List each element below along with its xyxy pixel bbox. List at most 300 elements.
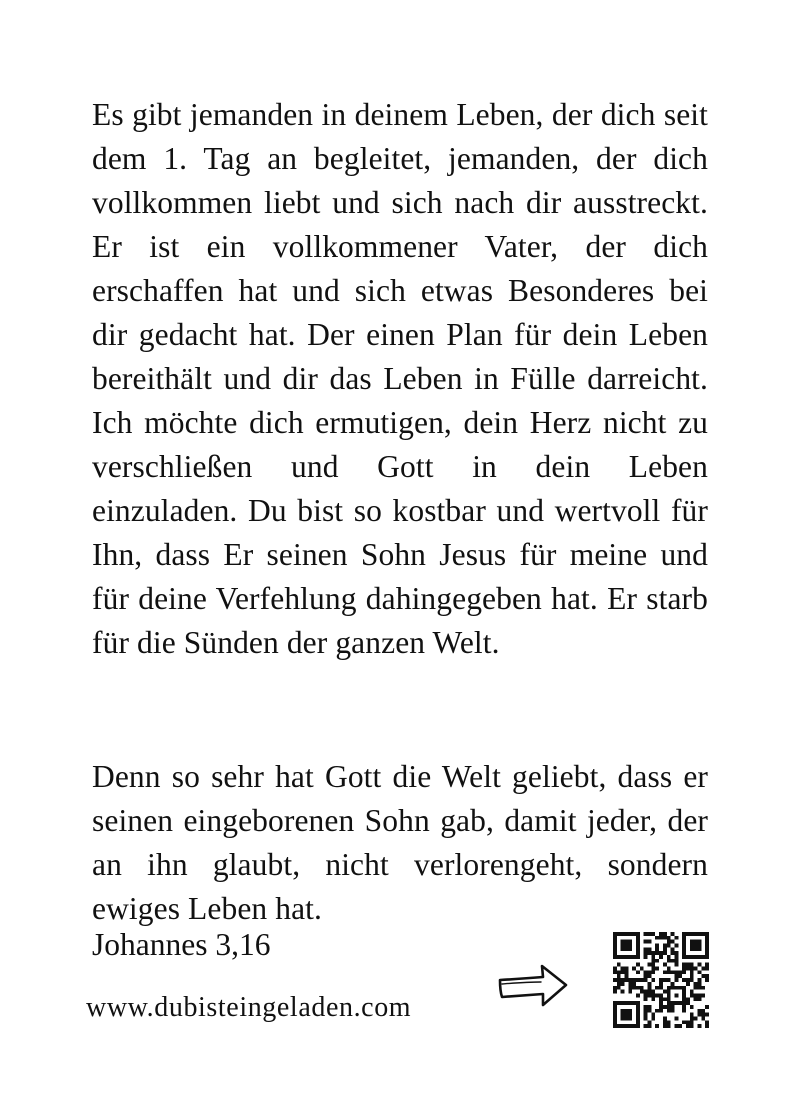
qr-module xyxy=(697,978,701,982)
qr-module xyxy=(667,986,671,990)
qr-module xyxy=(671,970,675,974)
qr-module xyxy=(613,951,617,955)
qr-module xyxy=(651,951,655,955)
qr-module xyxy=(617,982,621,986)
qr-module xyxy=(682,978,686,982)
qr-module xyxy=(621,982,625,986)
qr-module xyxy=(648,974,652,978)
qr-module xyxy=(636,986,640,990)
qr-module xyxy=(705,940,709,944)
qr-module xyxy=(663,997,667,1001)
qr-module xyxy=(651,1016,655,1020)
qr-module xyxy=(625,947,629,951)
qr-module xyxy=(621,955,625,959)
qr-module xyxy=(648,932,652,936)
qr-module xyxy=(701,1009,705,1013)
qr-module xyxy=(621,970,625,974)
qr-module xyxy=(613,978,617,982)
qr-module xyxy=(690,955,694,959)
qr-module xyxy=(640,967,644,971)
qr-module xyxy=(628,947,632,951)
qr-module xyxy=(625,1016,629,1020)
qr-module xyxy=(705,1005,709,1009)
qr-module xyxy=(667,1024,671,1028)
qr-module xyxy=(659,982,663,986)
qr-module xyxy=(701,974,705,978)
qr-module xyxy=(705,1020,709,1024)
qr-module xyxy=(663,1020,667,1024)
qr-module xyxy=(701,932,705,936)
qr-module xyxy=(682,955,686,959)
qr-module xyxy=(648,986,652,990)
qr-module xyxy=(659,1009,663,1013)
qr-module xyxy=(636,1009,640,1013)
qr-module xyxy=(674,1001,678,1005)
qr-module xyxy=(667,967,671,971)
qr-module xyxy=(682,967,686,971)
qr-module xyxy=(663,978,667,982)
qr-module xyxy=(667,944,671,948)
qr-module xyxy=(694,997,698,1001)
qr-module xyxy=(663,1005,667,1009)
qr-module xyxy=(671,1005,675,1009)
qr-module xyxy=(682,951,686,955)
qr-module xyxy=(613,1024,617,1028)
qr-module xyxy=(617,970,621,974)
qr-module xyxy=(625,955,629,959)
qr-module xyxy=(682,1005,686,1009)
qr-module xyxy=(636,1001,640,1005)
qr-module xyxy=(659,986,663,990)
qr-module xyxy=(644,990,648,994)
qr-module xyxy=(694,932,698,936)
qr-module xyxy=(705,1024,709,1028)
qr-module xyxy=(613,967,617,971)
qr-module xyxy=(690,967,694,971)
qr-module xyxy=(705,932,709,936)
qr-module xyxy=(617,955,621,959)
qr-module xyxy=(621,947,625,951)
qr-module xyxy=(613,936,617,940)
qr-module xyxy=(644,940,648,944)
qr-module xyxy=(686,932,690,936)
qr-module xyxy=(682,997,686,1001)
qr-module xyxy=(674,955,678,959)
qr-module xyxy=(625,967,629,971)
qr-module xyxy=(674,936,678,940)
qr-module xyxy=(644,978,648,982)
qr-module xyxy=(671,940,675,944)
qr-module xyxy=(694,944,698,948)
qr-module xyxy=(674,944,678,948)
qr-module xyxy=(701,986,705,990)
qr-module xyxy=(663,1024,667,1028)
qr-module xyxy=(690,940,694,944)
qr-module xyxy=(651,963,655,967)
qr-module xyxy=(697,955,701,959)
qr-module xyxy=(701,967,705,971)
qr-module xyxy=(694,947,698,951)
qr-module xyxy=(701,993,705,997)
qr-module xyxy=(651,997,655,1001)
qr-module xyxy=(663,951,667,955)
qr-module xyxy=(678,1024,682,1028)
qr-module xyxy=(651,978,655,982)
qr-module xyxy=(636,955,640,959)
qr-module xyxy=(644,1013,648,1017)
qr-module xyxy=(678,974,682,978)
qr-module xyxy=(625,1013,629,1017)
qr-module xyxy=(659,978,663,982)
qr-module xyxy=(648,993,652,997)
qr-module xyxy=(667,978,671,982)
qr-module xyxy=(655,1009,659,1013)
qr-module xyxy=(644,1024,648,1028)
qr-module xyxy=(613,944,617,948)
qr-module xyxy=(705,947,709,951)
qr-code-icon[interactable] xyxy=(613,932,709,1028)
qr-module xyxy=(690,963,694,967)
qr-module xyxy=(644,947,648,951)
qr-module xyxy=(663,970,667,974)
qr-module xyxy=(682,1009,686,1013)
qr-module xyxy=(694,1016,698,1020)
qr-module xyxy=(648,1024,652,1028)
qr-module xyxy=(697,1009,701,1013)
qr-module xyxy=(640,990,644,994)
qr-module xyxy=(674,974,678,978)
qr-module xyxy=(690,1005,694,1009)
qr-module xyxy=(682,990,686,994)
qr-module xyxy=(682,970,686,974)
body-paragraph-main: Es gibt jemanden in deinem Leben, der dich seit dem 1. Tag an begleitet, jemanden, der dich vollkommen liebt und sich nach dir ausstreckt. Er ist ein vollkommener Vater, der dich erschaffen hat und sich etwas Besonderes bei dir gedacht hat. Der einen Plan für dein Leben bereithält und dir das Leben in Fülle darreicht. Ich möchte dich ermutigen, dein Herz nicht zu verschließen und Gott in dein Leben einzuladen. Du bist so kostbar und wertvoll für Ihn, dass Er seinen Sohn Jesus für meine und für deine Verfehlung dahingegeben hat. Er starb für die Sünden der ganzen Welt. xyxy=(92,97,708,660)
qr-module xyxy=(632,1001,636,1005)
qr-module xyxy=(617,932,621,936)
qr-module xyxy=(621,1016,625,1020)
qr-module xyxy=(648,1020,652,1024)
qr-module xyxy=(697,1013,701,1017)
qr-module xyxy=(671,947,675,951)
qr-module xyxy=(682,940,686,944)
qr-module xyxy=(625,974,629,978)
qr-module xyxy=(682,986,686,990)
qr-module xyxy=(690,947,694,951)
qr-module xyxy=(674,970,678,974)
qr-module xyxy=(659,932,663,936)
qr-module xyxy=(636,1013,640,1017)
qr-module xyxy=(659,997,663,1001)
qr-module xyxy=(636,963,640,967)
qr-module xyxy=(632,978,636,982)
qr-module xyxy=(613,1009,617,1013)
qr-module xyxy=(674,963,678,967)
qr-module xyxy=(674,1016,678,1020)
qr-module xyxy=(648,982,652,986)
qr-module xyxy=(613,932,617,936)
qr-module xyxy=(644,997,648,1001)
qr-module xyxy=(628,982,632,986)
qr-module xyxy=(648,940,652,944)
qr-module xyxy=(674,978,678,982)
qr-module xyxy=(697,947,701,951)
qr-module xyxy=(644,1005,648,1009)
qr-module xyxy=(625,1024,629,1028)
qr-module xyxy=(678,970,682,974)
qr-module xyxy=(648,970,652,974)
qr-module xyxy=(705,955,709,959)
qr-module xyxy=(625,1001,629,1005)
qr-module xyxy=(705,1013,709,1017)
qr-module xyxy=(686,997,690,1001)
qr-module xyxy=(705,974,709,978)
qr-module xyxy=(613,1016,617,1020)
qr-module xyxy=(632,932,636,936)
qr-module xyxy=(690,932,694,936)
qr-module xyxy=(644,993,648,997)
qr-module xyxy=(694,982,698,986)
qr-module xyxy=(690,1016,694,1020)
qr-module xyxy=(667,1005,671,1009)
qr-module xyxy=(674,993,678,997)
qr-module xyxy=(651,990,655,994)
qr-module xyxy=(628,1009,632,1013)
qr-module xyxy=(690,978,694,982)
qr-module xyxy=(667,936,671,940)
website-link[interactable]: www.dubisteingeladen.com xyxy=(86,992,412,1023)
qr-module xyxy=(648,1005,652,1009)
qr-module xyxy=(690,970,694,974)
qr-module xyxy=(659,993,663,997)
qr-module xyxy=(694,967,698,971)
qr-module xyxy=(678,1001,682,1005)
qr-module xyxy=(628,1016,632,1020)
qr-module xyxy=(697,963,701,967)
qr-module xyxy=(682,963,686,967)
qr-module xyxy=(686,982,690,986)
qr-module xyxy=(651,1013,655,1017)
qr-module xyxy=(690,1020,694,1024)
qr-module xyxy=(613,1001,617,1005)
qr-module xyxy=(628,1013,632,1017)
qr-module xyxy=(644,974,648,978)
qr-module xyxy=(674,986,678,990)
qr-module xyxy=(697,982,701,986)
qr-module xyxy=(636,1016,640,1020)
qr-module xyxy=(644,955,648,959)
qr-module xyxy=(659,955,663,959)
qr-module xyxy=(697,940,701,944)
qr-module xyxy=(636,947,640,951)
qr-module xyxy=(697,993,701,997)
qr-module xyxy=(621,967,625,971)
qr-module xyxy=(617,978,621,982)
qr-module xyxy=(667,940,671,944)
qr-module xyxy=(655,959,659,963)
qr-module xyxy=(628,932,632,936)
qr-module xyxy=(617,974,621,978)
qr-module xyxy=(659,1005,663,1009)
qr-module xyxy=(651,993,655,997)
qr-module xyxy=(697,932,701,936)
qr-module xyxy=(678,986,682,990)
qr-module xyxy=(621,944,625,948)
qr-module xyxy=(621,1001,625,1005)
hand-drawn-right-arrow-icon xyxy=(497,958,569,1010)
qr-module xyxy=(621,1024,625,1028)
qr-module xyxy=(613,986,617,990)
qr-module xyxy=(663,1016,667,1020)
qr-module xyxy=(667,970,671,974)
qr-module xyxy=(648,1009,652,1013)
qr-module xyxy=(613,1005,617,1009)
qr-module xyxy=(617,1001,621,1005)
qr-module xyxy=(628,990,632,994)
qr-module xyxy=(632,1024,636,1028)
qr-module xyxy=(648,947,652,951)
qr-module xyxy=(628,978,632,982)
qr-module xyxy=(651,967,655,971)
qr-module xyxy=(686,1024,690,1028)
qr-module xyxy=(671,959,675,963)
qr-module xyxy=(659,951,663,955)
qr-module xyxy=(682,947,686,951)
qr-module xyxy=(667,993,671,997)
qr-module xyxy=(655,1024,659,1028)
qr-module xyxy=(625,970,629,974)
qr-module xyxy=(697,1024,701,1028)
qr-module xyxy=(625,940,629,944)
qr-module xyxy=(655,993,659,997)
qr-module xyxy=(663,963,667,967)
qr-module xyxy=(690,993,694,997)
qr-module xyxy=(613,947,617,951)
qr-module xyxy=(621,1013,625,1017)
qr-module xyxy=(663,990,667,994)
qr-module xyxy=(644,951,648,955)
qr-module xyxy=(636,993,640,997)
qr-module xyxy=(667,1009,671,1013)
qr-module xyxy=(671,951,675,955)
qr-module xyxy=(701,1016,705,1020)
qr-module xyxy=(690,944,694,948)
bible-verse-paragraph: Denn so sehr hat Gott die Welt geliebt, dass er seinen eingeborenen Sohn gab, damit jeder, der an ihn glaubt, nicht verlorengeht, sondern ewiges Leben hat. xyxy=(92,759,708,926)
qr-module xyxy=(663,944,667,948)
qr-module xyxy=(705,944,709,948)
qr-module xyxy=(655,947,659,951)
qr-module xyxy=(686,978,690,982)
qr-module xyxy=(705,936,709,940)
qr-module xyxy=(632,982,636,986)
qr-module xyxy=(674,1024,678,1028)
qr-module xyxy=(655,944,659,948)
qr-module xyxy=(644,970,648,974)
qr-module xyxy=(640,986,644,990)
qr-module xyxy=(628,955,632,959)
qr-module xyxy=(636,1020,640,1024)
qr-module xyxy=(686,955,690,959)
qr-module xyxy=(621,978,625,982)
qr-module xyxy=(613,990,617,994)
qr-module xyxy=(632,986,636,990)
qr-module xyxy=(628,986,632,990)
qr-module xyxy=(697,997,701,1001)
qr-module xyxy=(636,936,640,940)
bible-verse-reference: Johannes 3,16 xyxy=(92,927,271,962)
qr-module xyxy=(671,1001,675,1005)
qr-module xyxy=(694,993,698,997)
qr-module xyxy=(682,944,686,948)
qr-module xyxy=(651,970,655,974)
qr-module xyxy=(663,932,667,936)
qr-module xyxy=(628,944,632,948)
qr-module xyxy=(651,932,655,936)
qr-module xyxy=(636,940,640,944)
qr-module xyxy=(705,963,709,967)
qr-module xyxy=(628,1024,632,1028)
qr-module xyxy=(690,1013,694,1017)
qr-module xyxy=(682,932,686,936)
qr-module xyxy=(686,967,690,971)
qr-module xyxy=(621,1009,625,1013)
qr-module xyxy=(705,951,709,955)
qr-module xyxy=(667,955,671,959)
qr-module xyxy=(644,932,648,936)
qr-module xyxy=(655,936,659,940)
qr-module xyxy=(613,1020,617,1024)
qr-module xyxy=(682,936,686,940)
qr-module xyxy=(636,970,640,974)
qr-module xyxy=(636,944,640,948)
qr-module xyxy=(632,967,636,971)
qr-module xyxy=(671,982,675,986)
qr-module xyxy=(625,1009,629,1013)
qr-module xyxy=(655,967,659,971)
qr-module xyxy=(682,1020,686,1024)
qr-module xyxy=(625,932,629,936)
qr-module xyxy=(655,986,659,990)
qr-module xyxy=(705,978,709,982)
qr-module xyxy=(640,978,644,982)
qr-module xyxy=(667,990,671,994)
qr-module xyxy=(617,986,621,990)
qr-module xyxy=(701,1013,705,1017)
qr-module xyxy=(686,1001,690,1005)
qr-module xyxy=(636,1005,640,1009)
qr-module xyxy=(694,940,698,944)
qr-module xyxy=(697,970,701,974)
qr-module xyxy=(628,1001,632,1005)
qr-module xyxy=(667,1001,671,1005)
qr-module xyxy=(648,963,652,967)
qr-module xyxy=(613,955,617,959)
qr-module xyxy=(667,997,671,1001)
qr-module xyxy=(621,990,625,994)
qr-module xyxy=(667,959,671,963)
qr-module xyxy=(617,963,621,967)
qr-module xyxy=(632,955,636,959)
qr-module xyxy=(659,936,663,940)
qr-module xyxy=(671,932,675,936)
qr-module xyxy=(674,951,678,955)
qr-module xyxy=(671,986,675,990)
qr-module xyxy=(690,990,694,994)
qr-module xyxy=(667,1020,671,1024)
qr-module xyxy=(663,936,667,940)
qr-module xyxy=(697,986,701,990)
qr-module xyxy=(648,951,652,955)
qr-module xyxy=(651,959,655,963)
qr-module xyxy=(674,959,678,963)
